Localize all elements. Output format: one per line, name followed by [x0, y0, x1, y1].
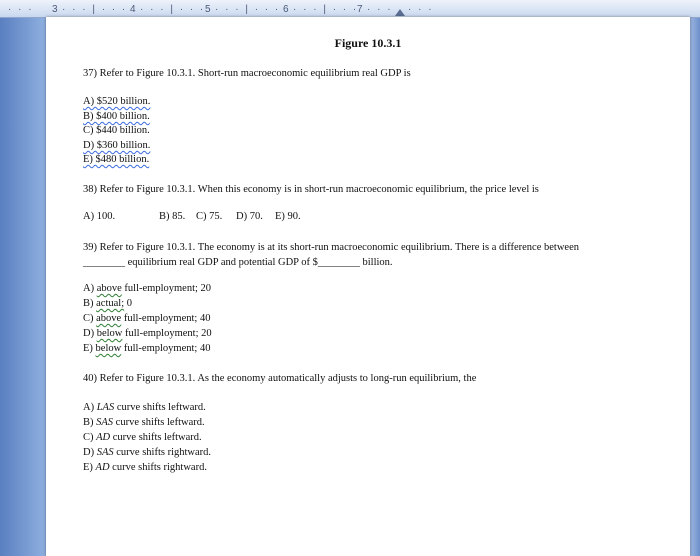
figure-title: Figure 10.3.1: [334, 36, 402, 50]
q38-option-e: E) 90.: [275, 211, 301, 222]
question-39-stem-line-2: ________ equilibrium real GDP and potential GDP of $________ billion.: [83, 257, 393, 268]
ruler-dots: · · · | · · ·: [293, 4, 359, 15]
ruler-mark-6: 6: [283, 4, 291, 15]
window-background-left: [0, 0, 46, 556]
q37-option-a: A) $520 billion.: [83, 96, 151, 107]
option-letter: E): [83, 343, 93, 354]
q38-option-c: C) 75.: [196, 211, 223, 222]
option-letter: D): [83, 328, 95, 339]
ruler-dots: · · · | · · ·: [215, 4, 281, 15]
horizontal-ruler[interactable]: [0, 0, 700, 18]
ruler-mark-3: 3: [52, 4, 60, 15]
q37-option-d: D) $360 billion.: [83, 140, 151, 151]
ruler-dots: · · · | · · ·: [62, 4, 128, 15]
option-letter: C): [83, 432, 94, 443]
q40-option-b: [83, 417, 205, 428]
q37-option-e: E) $480 billion.: [83, 154, 150, 165]
q40-option-d: [83, 447, 211, 458]
ruler-dots: · · ·: [367, 4, 393, 15]
curve-name: LAS: [96, 402, 115, 413]
q40-option-e: [83, 462, 207, 473]
q39-option-e: [83, 343, 210, 354]
option-text: curve shifts rightward.: [112, 462, 207, 473]
q39-option-d: [83, 328, 212, 339]
option-text: full-employment; 40: [123, 343, 211, 354]
option-text: 0: [126, 298, 132, 309]
option-letter: C): [83, 313, 94, 324]
q39-option-c: [83, 313, 210, 324]
curve-name: SAS: [96, 417, 114, 428]
ruler-mark-5: 5: [205, 4, 213, 15]
q38-option-d: D) 70.: [236, 211, 263, 222]
option-keyword: above: [96, 313, 122, 324]
q37-option-b: B) $400 billion.: [83, 111, 150, 122]
option-letter: B): [83, 417, 94, 428]
option-text: curve shifts leftward.: [112, 432, 202, 443]
option-letter: A): [83, 402, 95, 413]
question-40-stem: 40) Refer to Figure 10.3.1. As the economy automatically adjusts to long-run equilibrium, the: [83, 373, 477, 384]
q38-option-b: B) 85.: [159, 211, 186, 222]
window-background-right: [690, 0, 700, 556]
option-text: curve shifts leftward.: [116, 402, 206, 413]
document-page[interactable]: [46, 17, 690, 556]
ruler-dots: · · · | · · ·: [140, 4, 206, 15]
ruler-dots: · · ·: [8, 4, 34, 15]
option-text: curve shifts leftward.: [115, 417, 205, 428]
q39-option-b: [83, 298, 132, 309]
option-letter: A): [83, 283, 95, 294]
curve-name: AD: [96, 432, 111, 443]
ruler-mark-7: 7: [357, 4, 365, 15]
option-text: full-employment; 20: [124, 283, 212, 294]
option-keyword: below: [96, 328, 123, 339]
option-letter: E): [83, 462, 93, 473]
option-text: full-employment; 40: [123, 313, 211, 324]
curve-name: AD: [95, 462, 110, 473]
curve-name: SAS: [96, 447, 114, 458]
question-39-stem-line-1: 39) Refer to Figure 10.3.1. The economy is at its short-run macroeconomic equilibrium. There is a difference between: [83, 242, 579, 253]
q38-option-a: A) 100.: [83, 211, 116, 222]
option-letter: D): [83, 447, 95, 458]
option-keyword: below: [95, 343, 122, 354]
ruler-mark-4: 4: [130, 4, 138, 15]
q40-option-c: [83, 432, 202, 443]
option-letter: B): [83, 298, 94, 309]
q40-option-a: [83, 402, 206, 413]
q37-option-c: C) $440 billion.: [83, 125, 150, 136]
right-indent-marker[interactable]: [395, 9, 405, 16]
option-keyword: actual;: [96, 298, 125, 309]
ruler-dots: · · ·: [408, 4, 434, 15]
q39-option-a: [83, 283, 211, 294]
option-keyword: above: [96, 283, 122, 294]
option-text: curve shifts rightward.: [116, 447, 212, 458]
option-text: full-employment; 20: [125, 328, 212, 339]
question-38-stem: 38) Refer to Figure 10.3.1. When this economy is in short-run macroeconomic equilibrium, the price level is: [83, 184, 539, 195]
question-37-stem: 37) Refer to Figure 10.3.1. Short-run macroeconomic equilibrium real GDP is: [83, 68, 411, 79]
